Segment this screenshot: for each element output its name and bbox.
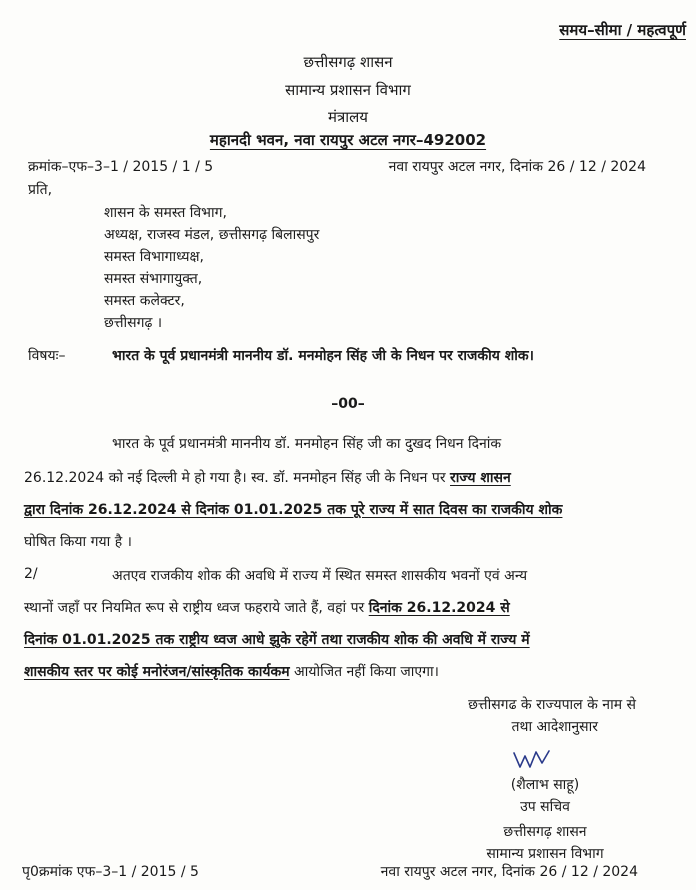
header-government: छत्तीसगढ़ शासन	[303, 53, 393, 71]
paragraph-1-line: भारत के पूर्व प्रधानमंत्री माननीय डॉ. मनमोहन सिंह जी का दुखद निधन दिनांक	[112, 436, 502, 452]
subject-text: भारत के पूर्व प्रधानमंत्री माननीय डॉ. मनमोहन सिंह जी के निधन पर राजकीय शोक।	[112, 348, 534, 364]
highlighted-text: दिनांक 26.12.2024 से	[368, 600, 510, 616]
subject-label: विषयः–	[28, 348, 66, 364]
paragraph-1-highlighted-line: द्वारा दिनांक 26.12.2024 से दिनांक 01.01.2025 तक पूरे राज्य में सात दिवस का राजकीय शोक	[24, 502, 563, 518]
paragraph-2-line	[24, 662, 439, 681]
signatory-government: छत्तीसगढ़ शासन	[503, 824, 587, 840]
paragraph-1-line	[24, 468, 511, 487]
section-separator: –00–	[331, 396, 365, 412]
endorsement-number: पृ0क्रमांक एफ–3–1 / 2015 / 5	[22, 864, 199, 880]
highlighted-text: शासकीय स्तर पर कोई मनोरंजन/सांस्कृतिक कार्यकम	[24, 664, 290, 680]
highlighted-text: राज्य शासन	[450, 470, 511, 486]
header-department: सामान्य प्रशासन विभाग	[285, 81, 411, 99]
governor-order-line: तथा आदेशानुसार	[511, 719, 598, 735]
paragraph-2-number: 2/	[24, 566, 38, 582]
addressee-line: समस्त विभागाध्यक्ष,	[104, 249, 204, 265]
addressee-line: समस्त कलेक्टर,	[104, 293, 185, 309]
reference-number: क्रमांक–एफ–3–1 / 2015 / 1 / 5	[28, 159, 214, 175]
header-ministry: मंत्रालय	[327, 108, 368, 126]
addressee-line: शासन के समस्त विभाग,	[104, 205, 227, 221]
addressee-line: छत्तीसगढ़ ।	[104, 315, 163, 331]
addressee-line: समस्त संभागायुक्त,	[104, 271, 203, 287]
urgency-note: समय–सीमा / महत्वपूर्ण	[559, 21, 686, 39]
paragraph-2-line: अतएव राजकीय शोक की अवधि में राज्य में स्थित समस्त शासकीय भवनों एवं अन्य	[112, 568, 528, 584]
paragraph-1-line: घोषित किया गया है ।	[24, 534, 132, 550]
paragraph-2-text: स्थानों जहॉं पर नियमित रूप से राष्ट्रीय ध्वज फहराये जाते हैं, वहां पर	[24, 600, 369, 616]
paragraph-1-text: 26.12.2024 को नई दिल्ली मे हो गया है। स्व. डॉ. मनमोहन सिंह जी के निधन पर	[24, 470, 451, 486]
paragraph-2-line	[24, 598, 510, 617]
header-address: महानदी भवन, नवा रायपुर अटल नगर–492002	[209, 131, 487, 149]
addressee-salutation: प्रति,	[28, 182, 53, 198]
handwritten-signature-icon	[512, 747, 552, 773]
addressee-line: अध्यक्ष, राजस्व मंडल, छत्तीसगढ़ बिलासपुर	[104, 227, 320, 243]
governor-order-line: छत्तीसगढ के राज्यपाल के नाम से	[468, 697, 636, 713]
paragraph-2-highlighted-line: दिनांक 01.01.2025 तक राष्ट्रीय ध्वज आधे झुके रहेगें तथा राजकीय शोक की अवधि में राज्य में	[24, 632, 530, 648]
signatory-designation: उप सचिव	[520, 799, 570, 815]
paragraph-2-text: आयोजित नहीं किया जाएगा।	[289, 664, 439, 680]
signatory-department: सामान्य प्रशासन विभाग	[486, 846, 604, 862]
endorsement-place-date: नवा रायपुर अटल नगर, दिनांक 26 / 12 / 2024	[380, 864, 638, 880]
reference-place-date: नवा रायपुर अटल नगर, दिनांक 26 / 12 / 2024	[388, 159, 646, 175]
signatory-name: (शैलाभ साहू)	[510, 777, 580, 793]
